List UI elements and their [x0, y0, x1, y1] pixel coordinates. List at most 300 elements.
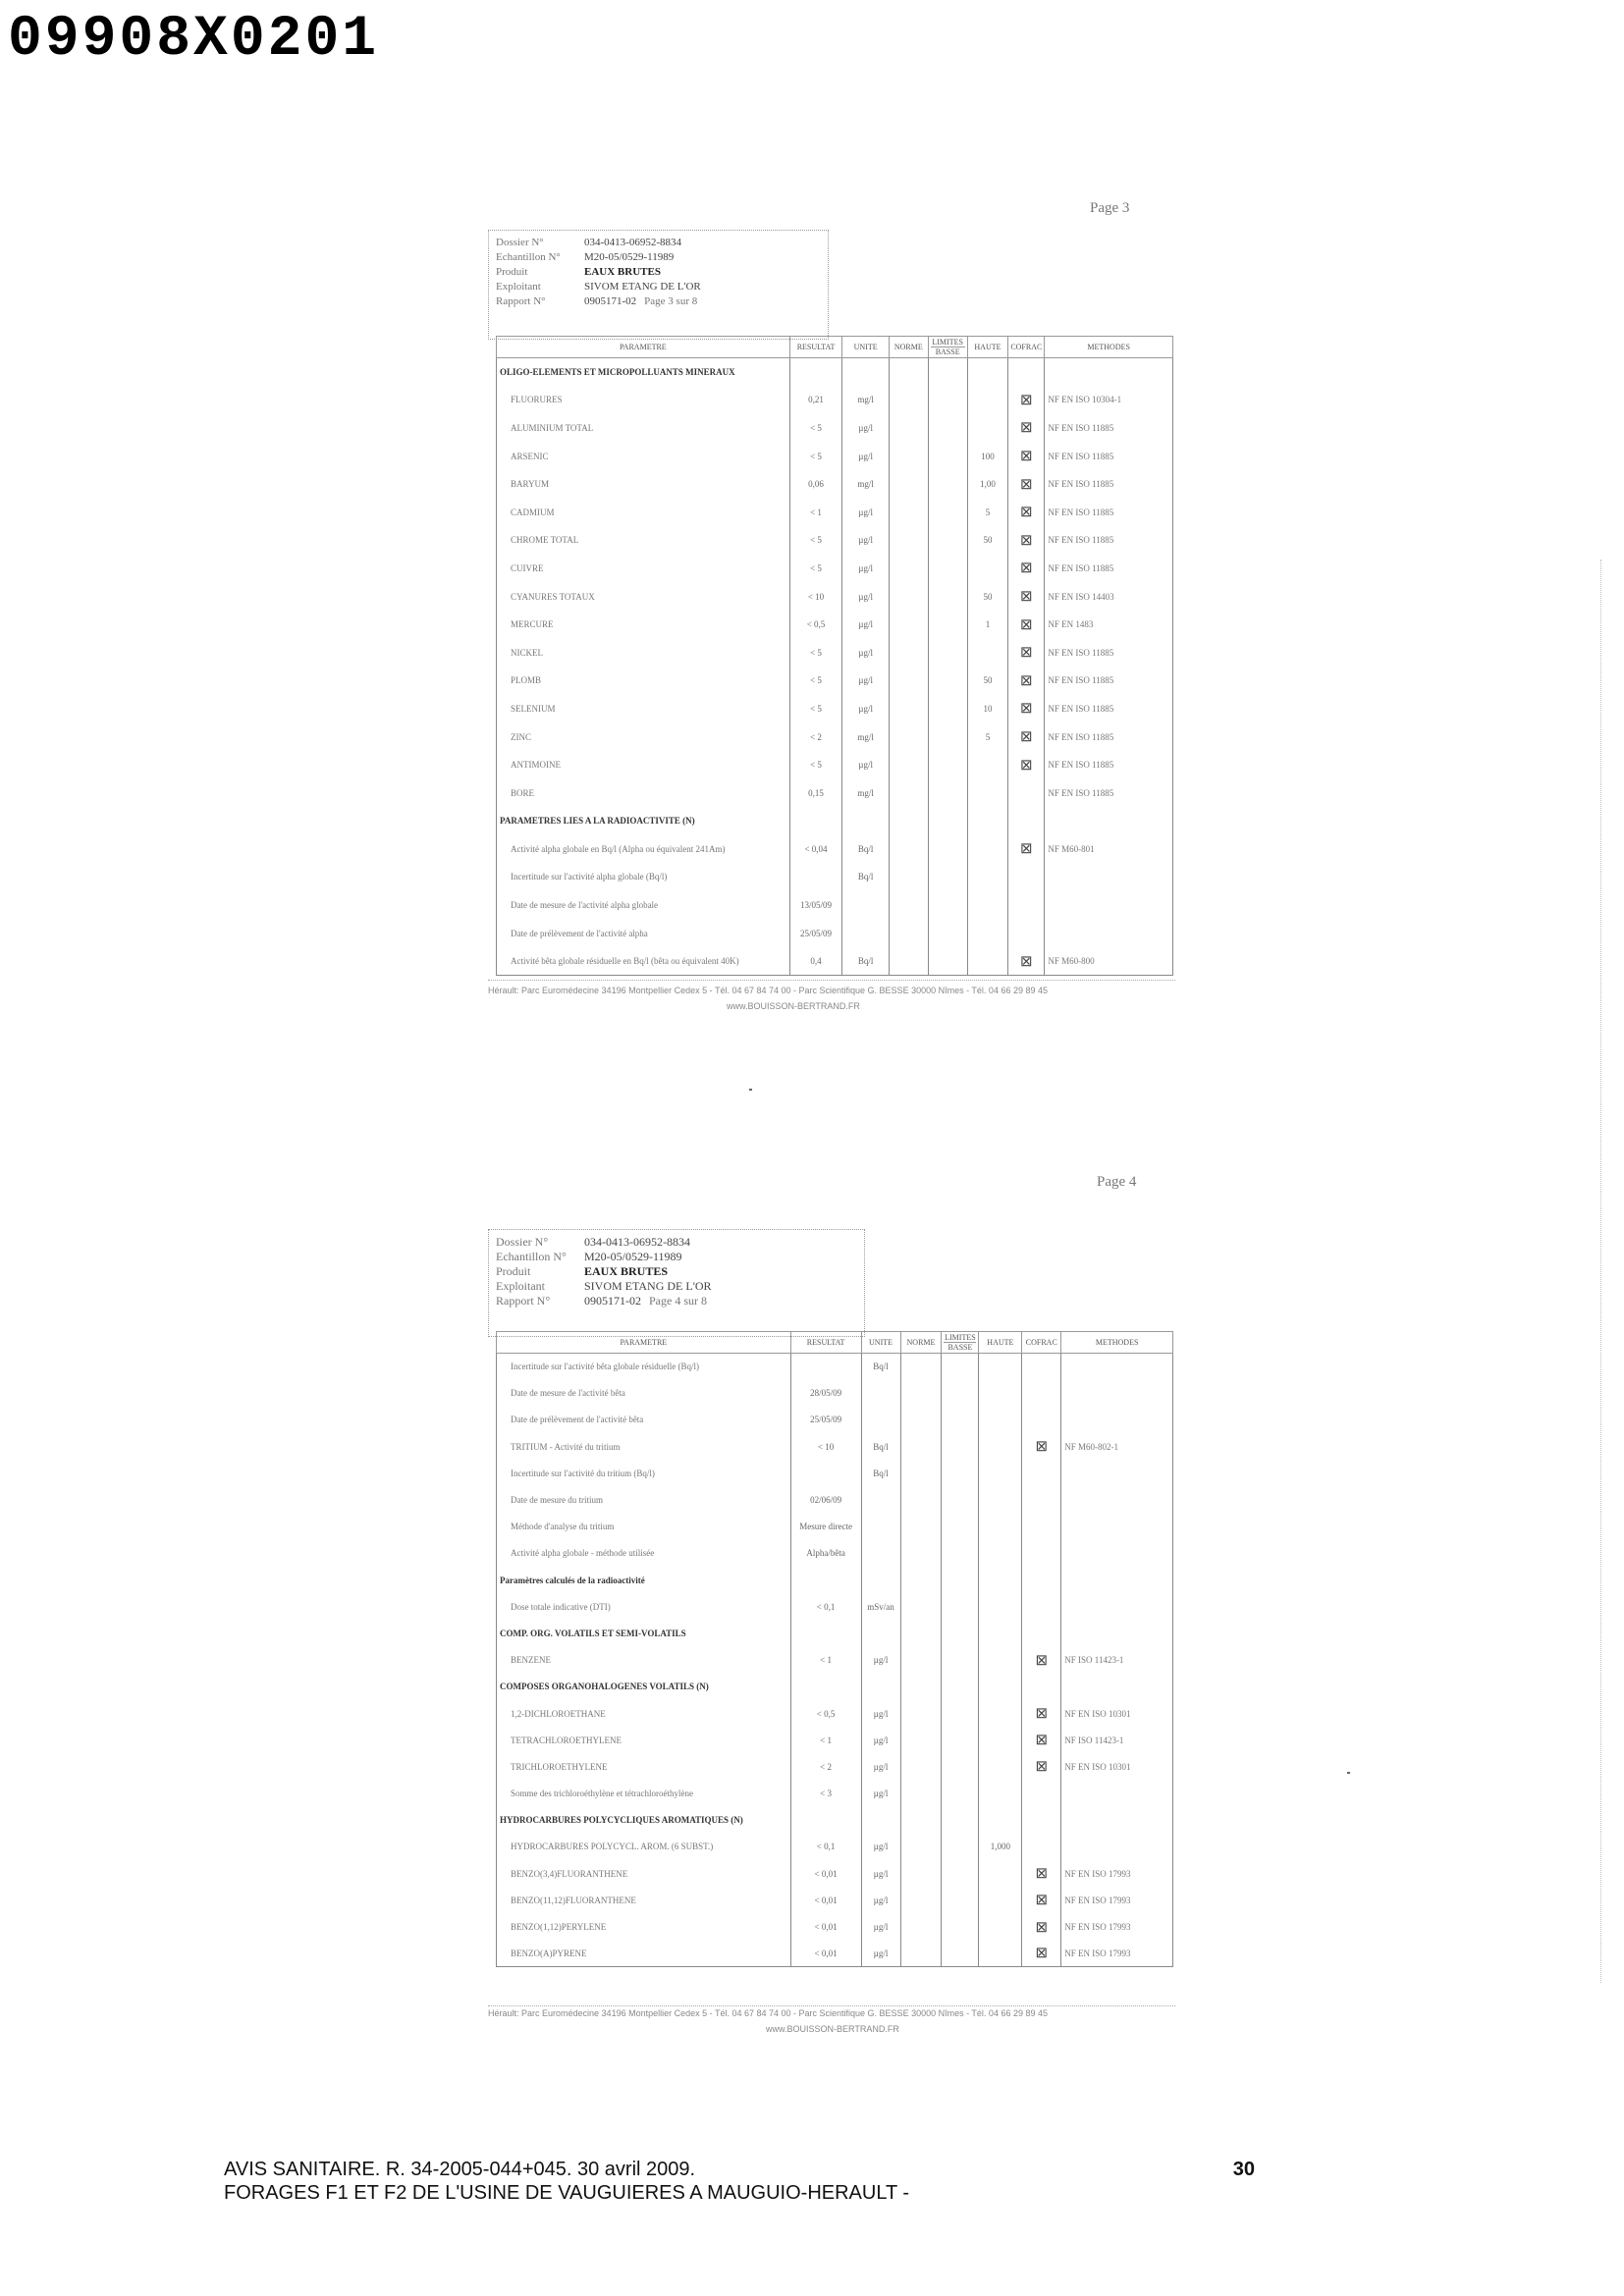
haute-cell — [979, 1913, 1022, 1940]
haute-cell — [967, 386, 1008, 414]
cofrac-cell — [1022, 1354, 1061, 1380]
cofrac-cell — [1022, 1727, 1061, 1753]
parametre-cell: TRICHLOROETHYLENE — [497, 1753, 791, 1780]
norme-cell — [900, 1460, 942, 1486]
methode-cell — [1045, 807, 1173, 835]
results-body — [497, 1354, 1173, 1967]
result-row — [497, 1860, 1173, 1887]
basse-cell — [928, 947, 967, 976]
parametre-cell: BENZO(11,12)FLUORANTHENE — [497, 1887, 791, 1913]
haute-cell — [967, 947, 1008, 976]
methode-cell: NF EN ISO 11885 — [1045, 722, 1173, 751]
norme-cell — [889, 667, 928, 695]
echantillon-label: Echantillon N° — [496, 251, 561, 263]
cofrac-cell — [1008, 919, 1045, 947]
cofrac-check-icon: ⊠ — [1020, 729, 1033, 746]
parametre-cell: ZINC — [497, 722, 790, 751]
basse-cell — [942, 1674, 979, 1700]
haute-cell — [967, 919, 1008, 947]
methode-cell: NF ISO 11423-1 — [1061, 1647, 1173, 1674]
norme-cell — [900, 1620, 942, 1646]
unite-cell: mg/l — [842, 470, 889, 499]
methode-cell — [1061, 1593, 1173, 1620]
norme-cell — [900, 1514, 942, 1540]
unite-cell: µg/l — [842, 582, 889, 611]
cofrac-cell — [1022, 1514, 1061, 1540]
methode-cell: NF M60-801 — [1045, 835, 1173, 864]
resultat-cell — [790, 1460, 861, 1486]
exploitant-value: SIVOM ETANG DE L'OR — [584, 281, 701, 293]
footer-line-1: AVIS SANITAIRE. R. 34-2005-044+045. 30 avril 2009. — [224, 2159, 696, 2180]
norme-cell — [889, 386, 928, 414]
unite-cell: µg/l — [861, 1887, 900, 1913]
cofrac-cell — [1008, 526, 1045, 555]
cofrac-cell — [1008, 638, 1045, 667]
parametre-cell: NICKEL — [497, 638, 790, 667]
page-footer — [224, 2158, 1255, 2205]
echantillon-label: Echantillon N° — [496, 1250, 567, 1263]
basse-cell — [942, 1941, 979, 1967]
haute-cell — [967, 863, 1008, 891]
result-row — [497, 1887, 1173, 1913]
col-norme: NORME — [889, 337, 928, 358]
scan-speck — [749, 1089, 752, 1091]
resultat-cell: < 10 — [790, 1433, 861, 1460]
parametre-cell: ALUMINIUM TOTAL — [497, 414, 790, 443]
cofrac-check-icon: ⊠ — [1035, 1439, 1049, 1456]
parametre-cell: COMP. ORG. VOLATILS ET SEMI-VOLATILS — [497, 1620, 791, 1646]
norme-cell — [900, 1674, 942, 1700]
norme-cell — [889, 470, 928, 499]
cofrac-check-icon: ⊠ — [1020, 476, 1033, 493]
unite-cell: µg/l — [861, 1781, 900, 1807]
unite-cell: Bq/l — [842, 835, 889, 864]
basse-cell — [942, 1593, 979, 1620]
cofrac-check-icon: ⊠ — [1020, 532, 1033, 549]
resultat-cell: 25/05/09 — [790, 1407, 861, 1433]
haute-cell: 5 — [967, 722, 1008, 751]
parametre-cell: FLUORURES — [497, 386, 790, 414]
resultat-cell: < 0,5 — [789, 611, 842, 639]
resultat-cell: Alpha/bêta — [790, 1540, 861, 1567]
cofrac-cell — [1008, 358, 1045, 387]
result-row — [497, 1913, 1173, 1940]
document-id: 09908X0201 — [8, 8, 380, 72]
section-row — [497, 1807, 1173, 1834]
scan-speck — [1347, 1772, 1350, 1774]
resultat-cell: < 5 — [789, 442, 842, 470]
result-row — [497, 470, 1173, 499]
parametre-cell: ARSENIC — [497, 442, 790, 470]
resultat-cell: Mesure directe — [790, 1514, 861, 1540]
basse-cell — [928, 358, 967, 387]
basse-cell — [942, 1354, 979, 1380]
methode-cell — [1061, 1807, 1173, 1834]
cofrac-check-icon: ⊠ — [1035, 1919, 1049, 1936]
norme-cell — [900, 1593, 942, 1620]
cofrac-cell — [1008, 891, 1045, 920]
basse-cell — [942, 1380, 979, 1407]
cofrac-check-icon: ⊠ — [1020, 841, 1033, 858]
produit-value: EAUX BRUTES — [584, 266, 661, 278]
col-cofrac: COFRAC — [1008, 337, 1045, 358]
unite-cell: µg/l — [861, 1860, 900, 1887]
cofrac-check-icon: ⊠ — [1035, 1706, 1049, 1723]
page-of: Page 4 sur 8 — [649, 1294, 707, 1308]
parametre-cell: BENZO(3,4)FLUORANTHENE — [497, 1860, 791, 1887]
haute-cell — [979, 1781, 1022, 1807]
parametre-cell: Date de prélèvement de l'activité bêta — [497, 1407, 791, 1433]
norme-cell — [900, 1753, 942, 1780]
haute-cell: 100 — [967, 442, 1008, 470]
parametre-cell: Dose totale indicative (DTI) — [497, 1593, 791, 1620]
unite-cell: µg/l — [842, 414, 889, 443]
page-of: Page 3 sur 8 — [644, 295, 698, 307]
norme-cell — [900, 1407, 942, 1433]
methode-cell: NF EN ISO 11885 — [1045, 526, 1173, 555]
cofrac-cell — [1022, 1567, 1061, 1593]
haute-cell: 1 — [967, 611, 1008, 639]
methode-cell: NF EN ISO 17993 — [1061, 1860, 1173, 1887]
haute-cell — [979, 1433, 1022, 1460]
report-page-label: Page 4 — [1097, 1174, 1137, 1190]
methode-cell: NF EN ISO 17993 — [1061, 1941, 1173, 1967]
col-basse-label: BASSE — [947, 1343, 973, 1352]
unite-cell: µg/l — [861, 1834, 900, 1860]
norme-cell — [900, 1807, 942, 1834]
result-row — [497, 1540, 1173, 1567]
parametre-cell: Somme des trichloroéthylène et tétrachloroéthylène — [497, 1781, 791, 1807]
unite-cell — [861, 1620, 900, 1646]
parametre-cell: TETRACHLOROETHYLENE — [497, 1727, 791, 1753]
result-row — [497, 919, 1173, 947]
cofrac-cell — [1022, 1433, 1061, 1460]
basse-cell — [928, 638, 967, 667]
col-haute: HAUTE — [967, 337, 1008, 358]
basse-cell — [942, 1700, 979, 1727]
lab-url: www.BOUISSON-BERTRAND.FR — [727, 1001, 860, 1011]
haute-cell — [979, 1486, 1022, 1513]
basse-cell — [928, 919, 967, 947]
parametre-cell: COMPOSES ORGANOHALOGENES VOLATILS (N) — [497, 1674, 791, 1700]
norme-cell — [889, 778, 928, 807]
cofrac-cell — [1022, 1460, 1061, 1486]
norme-cell — [889, 947, 928, 976]
cofrac-cell — [1022, 1941, 1061, 1967]
norme-cell — [900, 1354, 942, 1380]
norme-cell — [889, 919, 928, 947]
report-header — [496, 236, 820, 309]
cofrac-cell — [1008, 807, 1045, 835]
haute-cell — [979, 1593, 1022, 1620]
methode-cell: NF M60-802-1 — [1061, 1433, 1173, 1460]
section-row — [497, 358, 1173, 387]
cofrac-cell — [1022, 1753, 1061, 1780]
resultat-cell: < 5 — [789, 667, 842, 695]
report-header — [496, 1235, 820, 1308]
norme-cell — [889, 695, 928, 723]
resultat-cell: 0,21 — [789, 386, 842, 414]
basse-cell — [942, 1753, 979, 1780]
rapport-value: 0905171-02 — [584, 295, 637, 307]
cofrac-cell — [1008, 414, 1045, 443]
unite-cell — [861, 1486, 900, 1513]
resultat-cell: < 0,01 — [790, 1860, 861, 1887]
result-row — [497, 1514, 1173, 1540]
resultat-cell: < 1 — [789, 498, 842, 526]
norme-cell — [889, 611, 928, 639]
exploitant-label: Exploitant — [496, 1279, 545, 1293]
methode-cell: NF EN ISO 17993 — [1061, 1887, 1173, 1913]
resultat-cell: < 0,01 — [790, 1941, 861, 1967]
result-row — [497, 1727, 1173, 1753]
methode-cell: NF EN ISO 11885 — [1045, 695, 1173, 723]
result-row — [497, 947, 1173, 976]
result-row — [497, 751, 1173, 779]
norme-cell — [900, 1433, 942, 1460]
basse-cell — [942, 1486, 979, 1513]
parametre-cell: BENZO(1,12)PERYLENE — [497, 1913, 791, 1940]
result-row — [497, 695, 1173, 723]
haute-cell — [979, 1514, 1022, 1540]
cofrac-cell — [1008, 498, 1045, 526]
haute-cell — [979, 1674, 1022, 1700]
result-row — [497, 1834, 1173, 1860]
result-row — [497, 1647, 1173, 1674]
methode-cell: NF EN ISO 11885 — [1045, 442, 1173, 470]
unite-cell: µg/l — [842, 442, 889, 470]
basse-cell — [928, 695, 967, 723]
cofrac-cell — [1022, 1674, 1061, 1700]
echantillon-value: M20-05/0529-11989 — [584, 1250, 682, 1263]
methode-cell — [1045, 863, 1173, 891]
result-row — [497, 863, 1173, 891]
cofrac-cell — [1022, 1860, 1061, 1887]
methode-cell — [1061, 1540, 1173, 1567]
unite-cell: µg/l — [842, 555, 889, 583]
basse-cell — [942, 1887, 979, 1913]
basse-cell — [942, 1514, 979, 1540]
haute-cell — [979, 1753, 1022, 1780]
resultat-cell: < 0,04 — [789, 835, 842, 864]
norme-cell — [889, 722, 928, 751]
norme-cell — [889, 863, 928, 891]
norme-cell — [889, 526, 928, 555]
methode-cell: NF EN ISO 11885 — [1045, 751, 1173, 779]
norme-cell — [889, 414, 928, 443]
parametre-cell: 1,2-DICHLOROETHANE — [497, 1700, 791, 1727]
unite-cell — [861, 1567, 900, 1593]
unite-cell — [842, 919, 889, 947]
cofrac-check-icon: ⊠ — [1020, 757, 1033, 774]
report-page-label: Page 3 — [1090, 200, 1130, 216]
result-row — [497, 1753, 1173, 1780]
haute-cell — [979, 1860, 1022, 1887]
section-row — [497, 1620, 1173, 1646]
unite-cell: µg/l — [842, 498, 889, 526]
haute-cell — [967, 751, 1008, 779]
basse-cell — [928, 555, 967, 583]
unite-cell — [861, 1540, 900, 1567]
norme-cell — [900, 1887, 942, 1913]
section-row — [497, 1567, 1173, 1593]
unite-cell: µg/l — [842, 751, 889, 779]
parametre-cell: Activité alpha globale en Bq/l (Alpha ou équivalent 241Am) — [497, 835, 790, 864]
basse-cell — [928, 414, 967, 443]
unite-cell — [842, 358, 889, 387]
resultat-cell — [790, 1354, 861, 1380]
section-row — [497, 1674, 1173, 1700]
haute-cell — [979, 1620, 1022, 1646]
haute-cell — [967, 638, 1008, 667]
col-unite: UNITE — [842, 337, 889, 358]
parametre-cell: CADMIUM — [497, 498, 790, 526]
resultat-cell — [790, 1807, 861, 1834]
basse-cell — [942, 1860, 979, 1887]
methode-cell — [1061, 1834, 1173, 1860]
basse-cell — [928, 582, 967, 611]
col-limites: LIMITES — [945, 1333, 976, 1342]
norme-cell — [900, 1727, 942, 1753]
haute-cell — [967, 807, 1008, 835]
basse-cell — [942, 1540, 979, 1567]
result-row — [497, 1486, 1173, 1513]
dossier-label: Dossier N° — [496, 1235, 549, 1249]
cofrac-check-icon: ⊠ — [1035, 1866, 1049, 1883]
resultat-cell: < 1 — [790, 1647, 861, 1674]
norme-cell — [900, 1486, 942, 1513]
result-row — [497, 1433, 1173, 1460]
cofrac-cell — [1008, 555, 1045, 583]
cofrac-cell — [1022, 1913, 1061, 1940]
unite-cell: mg/l — [842, 722, 889, 751]
haute-cell — [979, 1567, 1022, 1593]
resultat-cell: < 0,01 — [790, 1913, 861, 1940]
produit-label: Produit — [496, 266, 528, 278]
cofrac-cell — [1022, 1407, 1061, 1433]
basse-cell — [928, 611, 967, 639]
methode-cell — [1061, 1514, 1173, 1540]
norme-cell — [900, 1941, 942, 1967]
unite-cell: Bq/l — [861, 1354, 900, 1380]
result-row — [497, 414, 1173, 443]
echantillon-value: M20-05/0529-11989 — [584, 251, 675, 263]
parametre-cell: CUIVRE — [497, 555, 790, 583]
parametre-cell: Date de mesure du tritium — [497, 1486, 791, 1513]
result-row — [497, 667, 1173, 695]
methode-cell: NF EN ISO 10301 — [1061, 1753, 1173, 1780]
haute-cell — [967, 555, 1008, 583]
cofrac-cell — [1008, 751, 1045, 779]
result-row — [497, 778, 1173, 807]
dossier-value: 034-0413-06952-8834 — [584, 237, 681, 248]
resultat-cell — [789, 807, 842, 835]
parametre-cell: Activité bêta globale résiduelle en Bq/l (bêta ou équivalent 40K) — [497, 947, 790, 976]
results-table — [496, 336, 1173, 976]
norme-cell — [889, 442, 928, 470]
resultat-cell: 0,15 — [789, 778, 842, 807]
col-haute: HAUTE — [979, 1332, 1022, 1354]
parametre-cell: Activité alpha globale - méthode utilisée — [497, 1540, 791, 1567]
parametre-cell: CHROME TOTAL — [497, 526, 790, 555]
cofrac-check-icon: ⊠ — [1020, 672, 1033, 689]
methode-cell — [1061, 1407, 1173, 1433]
result-row — [497, 1354, 1173, 1380]
methode-cell — [1061, 1380, 1173, 1407]
footer-rule — [488, 980, 1175, 981]
parametre-cell: Méthode d'analyse du tritium — [497, 1514, 791, 1540]
methode-cell: NF ISO 11423-1 — [1061, 1727, 1173, 1753]
resultat-cell: 13/05/09 — [789, 891, 842, 920]
norme-cell — [889, 807, 928, 835]
lab-address: Hérault: Parc Euromédecine 34196 Montpellier Cedex 5 - Tél. 04 67 84 74 00 - Parc Scientifique G. BESSE 30000 Nîmes - Tél. 04 66 29 89 45 — [488, 986, 1048, 995]
parametre-cell: PARAMETRES LIES A LA RADIOACTIVITE (N) — [497, 807, 790, 835]
basse-cell — [942, 1433, 979, 1460]
resultat-cell — [790, 1567, 861, 1593]
parametre-cell: SELENIUM — [497, 695, 790, 723]
cofrac-check-icon: ⊠ — [1020, 449, 1033, 465]
cofrac-cell — [1022, 1620, 1061, 1646]
col-norme: NORME — [900, 1332, 942, 1354]
parametre-cell: TRITIUM - Activité du tritium — [497, 1433, 791, 1460]
col-methodes: METHODES — [1045, 337, 1173, 358]
cofrac-cell — [1022, 1486, 1061, 1513]
unite-cell: µg/l — [861, 1647, 900, 1674]
methode-cell — [1061, 1567, 1173, 1593]
col-limites: LIMITES — [932, 338, 963, 347]
cofrac-cell — [1008, 835, 1045, 864]
norme-cell — [900, 1700, 942, 1727]
norme-cell — [889, 751, 928, 779]
cofrac-check-icon: ⊠ — [1035, 1893, 1049, 1909]
basse-cell — [928, 807, 967, 835]
haute-cell: 50 — [967, 667, 1008, 695]
resultat-cell: < 2 — [789, 722, 842, 751]
cofrac-cell — [1022, 1593, 1061, 1620]
unite-cell: µg/l — [842, 526, 889, 555]
methode-cell: NF EN ISO 11885 — [1045, 555, 1173, 583]
haute-cell — [979, 1460, 1022, 1486]
cofrac-check-icon: ⊠ — [1020, 616, 1033, 633]
cofrac-cell — [1008, 667, 1045, 695]
resultat-cell: < 0,1 — [790, 1834, 861, 1860]
basse-cell — [942, 1567, 979, 1593]
exploitant-label: Exploitant — [496, 281, 541, 293]
col-parametre: PARAMETRE — [497, 1332, 791, 1354]
parametre-cell: CYANURES TOTAUX — [497, 582, 790, 611]
resultat-cell: 02/06/09 — [790, 1486, 861, 1513]
produit-label: Produit — [496, 1264, 531, 1278]
result-row — [497, 526, 1173, 555]
cofrac-cell — [1022, 1834, 1061, 1860]
col-resultat: RESULTAT — [790, 1332, 861, 1354]
cofrac-check-icon: ⊠ — [1020, 561, 1033, 577]
cofrac-check-icon: ⊠ — [1020, 701, 1033, 718]
scan-edge-line — [1600, 560, 1601, 1983]
haute-cell — [979, 1540, 1022, 1567]
methode-cell: NF EN ISO 10301 — [1061, 1700, 1173, 1727]
parametre-cell: HYDROCARBURES POLYCYCLIQUES AROMATIQUES (N) — [497, 1807, 791, 1834]
resultat-cell: < 2 — [790, 1753, 861, 1780]
cofrac-check-icon: ⊠ — [1020, 392, 1033, 408]
methode-cell: NF EN ISO 17993 — [1061, 1913, 1173, 1940]
norme-cell — [889, 891, 928, 920]
unite-cell — [842, 807, 889, 835]
result-row — [497, 1407, 1173, 1433]
norme-cell — [900, 1834, 942, 1860]
result-row — [497, 835, 1173, 864]
norme-cell — [900, 1860, 942, 1887]
